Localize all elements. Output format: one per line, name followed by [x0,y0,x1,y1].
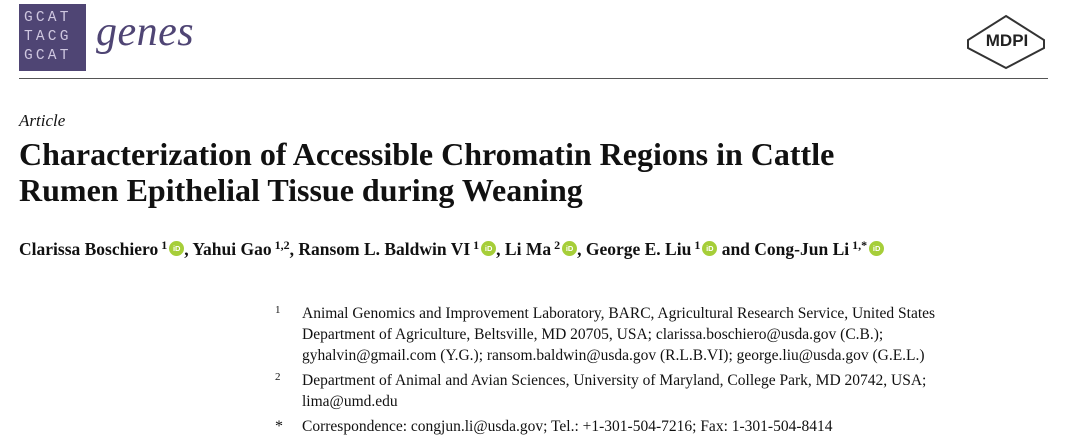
author-separator: and [717,239,755,259]
article-type: Article [19,111,66,130]
title-line: Characterization of Accessible Chromatin Regions in Cattle [19,136,835,172]
affiliation-list [272,303,1062,441]
article-title [19,136,1059,208]
author-affiliation-marker: 1 [473,238,480,252]
orcid-icon[interactable]: iD [169,241,184,256]
affiliation-line: Department of Animal and Avian Sciences, University of Maryland, College Park, MD 20742, USA; [302,372,927,389]
orcid-icon[interactable]: iD [562,241,577,256]
author-affiliation-marker: 1,2 [274,238,290,252]
author-name: Cong-Jun Li [754,239,850,259]
author-separator: , [289,239,299,259]
author-affiliation-marker: 1,* [852,238,868,252]
author-name: Yahui Gao [192,239,272,259]
author-affiliation-marker: 1 [694,238,701,252]
affiliation-line: Correspondence: congjun.li@usda.gov; Tel.: +1-301-504-7216; Fax: 1-301-504-8414 [302,418,833,435]
author-affiliation-marker: 2 [554,238,561,252]
affiliation-line: Department of Agriculture, Beltsville, MD 20705, USA; clarissa.boschiero@usda.gov (C.B.); [302,326,884,343]
affiliation-marker: 2 [275,371,281,383]
author-affiliation-marker: 1 [161,238,168,252]
affiliation-item [272,416,1062,437]
journal-name: genes [96,9,195,55]
affiliation-line: lima@umd.edu [302,393,398,410]
logo-row: GCAT [24,48,72,64]
author-name: Clarissa Boschiero [19,239,159,259]
author-name: George E. Liu [585,239,692,259]
affiliation-line: gyhalvin@gmail.com (Y.G.); ransom.baldwin@usda.gov (R.L.B.VI); george.liu@usda.gov (G.E.L.) [302,347,925,364]
publisher-name: MDPI [985,31,1029,50]
header-divider [19,78,1048,79]
journal-logo [19,4,86,71]
title-line: Rumen Epithelial Tissue during Weaning [19,172,583,208]
affiliation-item [272,370,1062,412]
author-name: Li Ma [504,239,552,259]
logo-row: GCAT [24,10,72,26]
affiliation-marker: 1 [275,304,281,316]
author-separator: , [577,239,586,259]
orcid-icon[interactable]: iD [702,241,717,256]
author-name: Ransom L. Baldwin VI [298,239,471,259]
affiliation-marker: * [275,418,283,435]
author-separator: , [184,239,193,259]
affiliation-item [272,303,1062,366]
logo-row: TACG [24,29,72,45]
author-list [19,232,1069,262]
affiliation-line: Animal Genomics and Improvement Laboratory, BARC, Agricultural Research Service, United States [302,305,936,322]
orcid-icon[interactable]: iD [481,241,496,256]
author-separator: , [496,239,505,259]
orcid-icon[interactable]: iD [869,241,884,256]
